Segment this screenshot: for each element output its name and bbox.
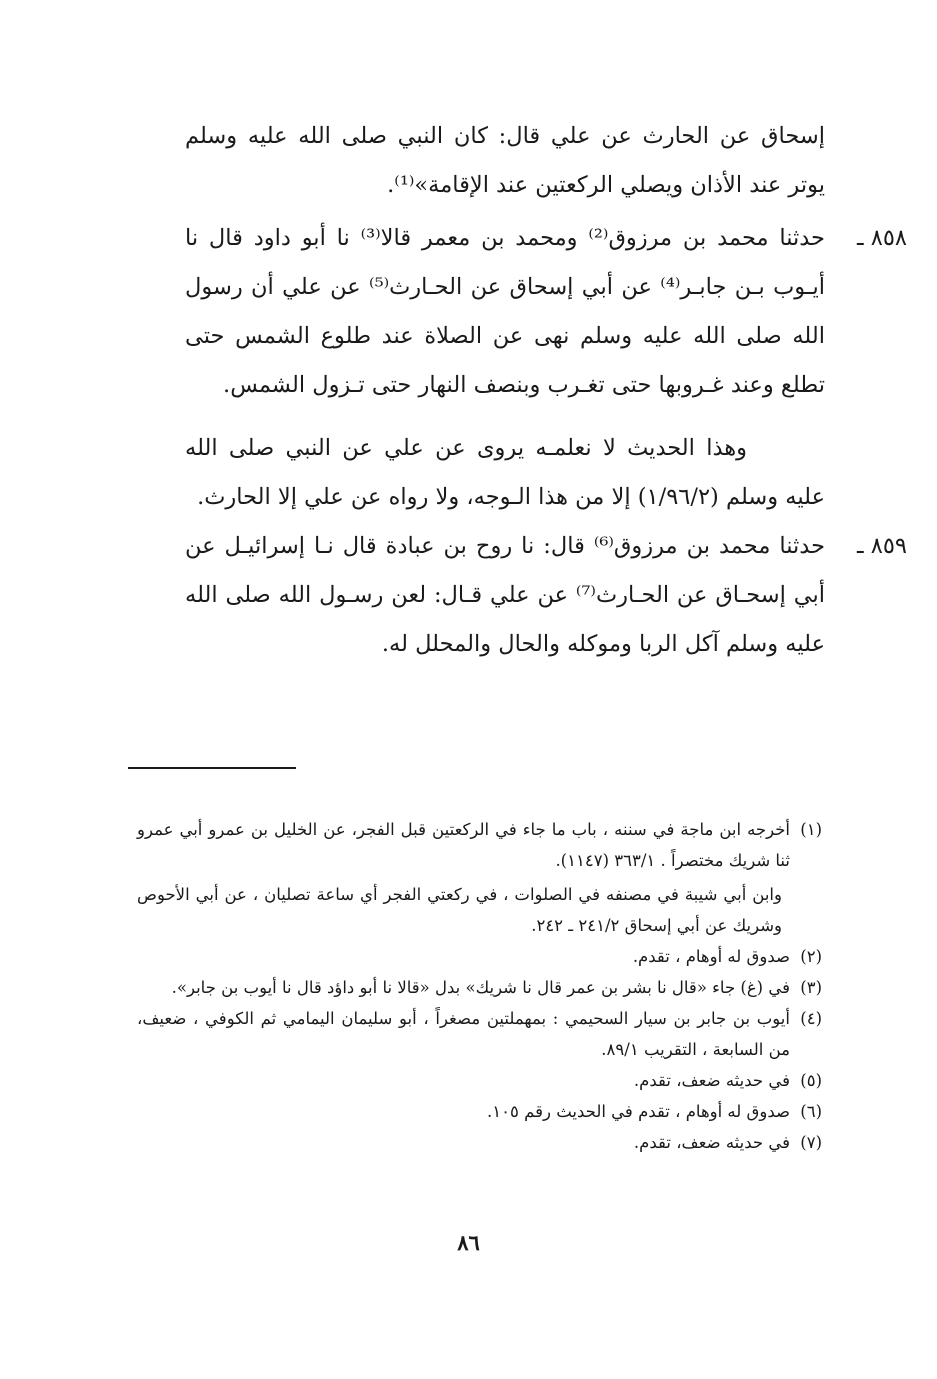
footnote-marker: (٧)	[800, 1133, 822, 1152]
hadith-859-paragraph	[185, 522, 907, 669]
hadith-continuation-paragraph	[185, 112, 825, 210]
footnote-4	[137, 1003, 822, 1065]
footnote-marker: (٣)	[800, 978, 822, 997]
footnote-2	[137, 941, 822, 972]
footnote-6	[137, 1096, 822, 1127]
footnote-3	[137, 972, 822, 1003]
footnote-1-continuation	[137, 879, 822, 941]
hadith-number: ٨٥٨ ـ	[856, 225, 907, 251]
footnote-text: صدوق له أوهام ، تقدم في الحديث رقم ١٠٥.	[487, 1102, 790, 1121]
page-number: ٨٦	[457, 1230, 480, 1255]
paragraph-text: إسحاق عن الحارث عن علي قال: كان النبي صلى الله عليه وسلم يوتر عند الأذان ويصلي الركعتين عند الإقامة»⁽¹⁾.	[185, 123, 825, 198]
footnote-marker: (٢)	[800, 947, 822, 966]
paragraph-text: حدثنا محمد بن مرزوق⁽⁶⁾ قال: نا روح بن عبادة قال نـا إسرائيـل عن أبي إسحـاق عن الحـارث⁽⁷⁾ عن علي قـال: لعن رسـول الله صلى الله عليه وسلم آكل الربا وموكله والحال والمحلل له.	[185, 533, 826, 657]
main-text	[185, 112, 907, 669]
footnote-text: أيوب بن جابر بن سيار السحيمي : بمهملتين مصغراً ، أبو سليمان اليمامي ثم الكوفي ، ضعيف، من السابعة ، التقريب ٨٩/١.	[137, 1009, 790, 1059]
footnote-marker: (٤)	[800, 1009, 822, 1028]
footnote-marker: (١)	[800, 820, 822, 839]
footnote-text: في (غ) جاء «قال نا بشر بن عمر قال نا شريك» بدل «قالا نا أبو داؤد قال نا أيوب بن جابر».	[171, 978, 790, 997]
footnote-7	[137, 1127, 822, 1158]
footnote-1	[137, 814, 822, 876]
paragraph-text: وهذا الحديث لا نعلمـه يروى عن علي عن النبي صلى الله عليه وسلم (١/٩٦/٢) إلا من هذا الـوجه، ولا رواه عن علي إلا الحارث.	[185, 435, 825, 510]
commentary-paragraph	[185, 424, 825, 522]
footnote-marker: (٥)	[800, 1071, 822, 1090]
hadith-number: ٨٥٩ ـ	[856, 533, 907, 559]
footnote-text: صدوق له أوهام ، تقدم.	[632, 947, 790, 966]
footnote-text: أخرجه ابن ماجة في سننه ، باب ما جاء في الركعتين قبل الفجر، عن الخليل بن عمرو أبي عمرو ثنا شريك مختصراً . ٣٦٣/١ (١١٤٧).	[137, 820, 790, 870]
hadith-858-paragraph	[185, 214, 907, 410]
footnote-text: في حديثه ضعف، تقدم.	[633, 1133, 790, 1152]
footnote-text: وابن أبي شيبة في مصنفه في الصلوات ، في ركعتي الفجر أي ساعة تصليان ، عن أبي الأحوص وشريك عن أبي إسحاق ٢٤١/٢ ـ ٢٤٢.	[137, 885, 782, 935]
paragraph-text: حدثنا محمد بن مرزوق⁽²⁾ ومحمد بن معمر قالا⁽³⁾ نا أبو داود قال نا أيـوب بـن جابـر⁽⁴⁾ عن أبي إسحاق عن الحـارث⁽⁵⁾ عن علي أن رسول الله صلى الله عليه وسلم نهى عن الصلاة عند طلوع الشمس حتى تطلع وعند غـروبها حتى تغـرب وبنصف النهار حتى تـزول الشمس.	[185, 225, 825, 398]
footnote-5	[137, 1065, 822, 1096]
footnotes	[137, 814, 822, 1158]
footnote-separator	[128, 767, 296, 769]
footnote-text: في حديثه ضعف، تقدم.	[633, 1071, 790, 1090]
footnote-marker: (٦)	[800, 1102, 822, 1121]
